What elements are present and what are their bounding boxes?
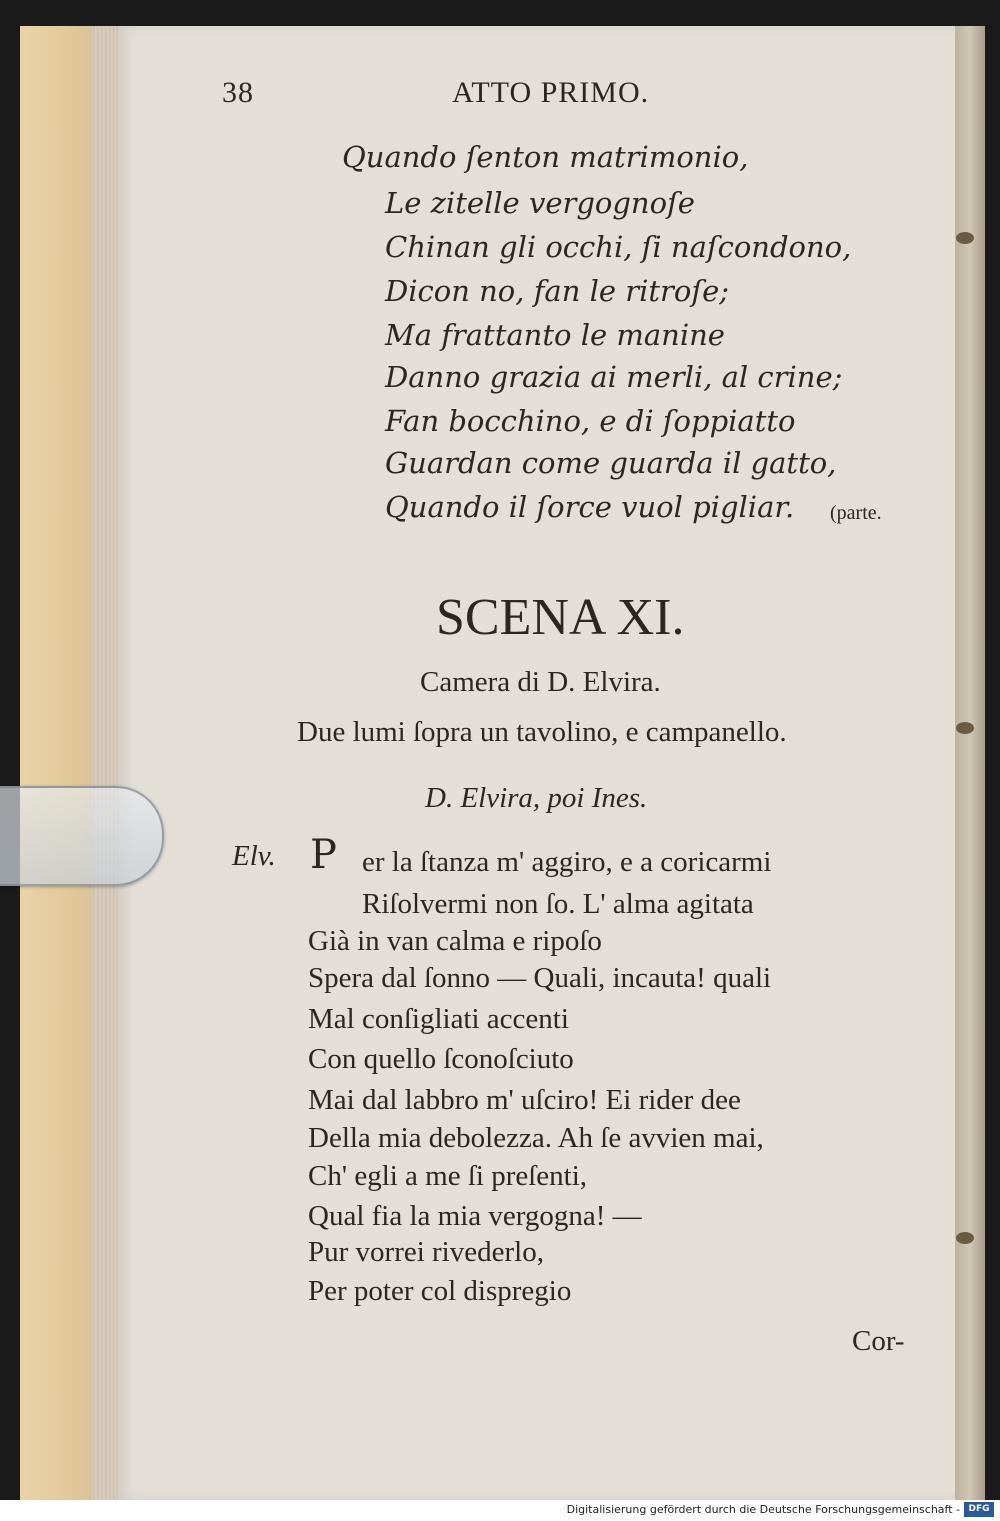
running-title: ATTO PRIMO.	[452, 76, 650, 109]
book-left-edge	[20, 26, 100, 1504]
speech-line: Pur vorrei rivederlo,	[308, 1236, 544, 1268]
verse-line: Danno grazia ai merli, al crine;	[385, 360, 843, 394]
binding-stitch	[956, 1232, 974, 1244]
verse-line: Guardan come guarda il gatto,	[385, 446, 837, 480]
verse-line: Quando ſenton matrimonio,	[342, 140, 749, 174]
footer-credit: Digitalisierung gefördert durch die Deutsche Forschungsgemeinschaft -	[566, 1503, 960, 1516]
speech-line: Della mia debolezza. Ah ſe avvien mai,	[308, 1122, 764, 1154]
drop-cap: P	[310, 832, 337, 878]
verse-line: Chinan gli occhi, ſi naſcondono,	[385, 230, 852, 264]
binding-stitch	[956, 722, 974, 734]
scene-props: Due lumi ſopra un tavolino, e campanello.	[297, 716, 787, 748]
verse-line: Le zitelle vergognoſe	[385, 186, 695, 220]
speech-line: Mal conſigliati accenti	[308, 1003, 569, 1035]
speech-line: er la ſtanza m' aggiro, e a coricarmi	[362, 846, 772, 878]
speech-line: Già in van calma e ripoſo	[308, 925, 602, 957]
speaker-label: Elv.	[232, 840, 276, 872]
speech-line: Spera dal ſonno — Quali, incauta! quali	[308, 962, 772, 994]
stage-direction-exit: (parte.	[830, 502, 882, 524]
scene-title: SCENA XI.	[436, 589, 685, 646]
dfg-logo: DFG	[964, 1502, 994, 1517]
scene-characters: D. Elvira, poi Ines.	[425, 782, 648, 814]
speech-line: Con quello ſconoſciuto	[308, 1043, 574, 1075]
verse-line: Ma frattanto le manine	[385, 318, 725, 352]
book-right-edge	[955, 26, 985, 1500]
verse-line: Fan bocchino, e di ſoppiatto	[385, 404, 796, 438]
speech-line: Mai dal labbro m' uſciro! Ei rider dee	[308, 1084, 741, 1116]
speech-line: Riſolvermi non ſo. L' alma agitata	[362, 888, 754, 920]
speech-line: Ch' egli a me ſi preſenti,	[308, 1160, 588, 1192]
verse-line: Dicon no, fan le ritroſe;	[385, 274, 730, 308]
page-clip	[0, 786, 164, 886]
catchword: Cor-	[852, 1325, 905, 1357]
page-number: 38	[222, 76, 254, 109]
binding-stitch	[956, 232, 974, 244]
speech-line: Per poter col dispregio	[308, 1275, 572, 1307]
scene-setting: Camera di D. Elvira.	[420, 666, 661, 698]
speech-line: Qual fia la mia vergogna! —	[308, 1200, 642, 1232]
verse-line: Quando il ſorce vuol pigliar.	[385, 490, 795, 524]
